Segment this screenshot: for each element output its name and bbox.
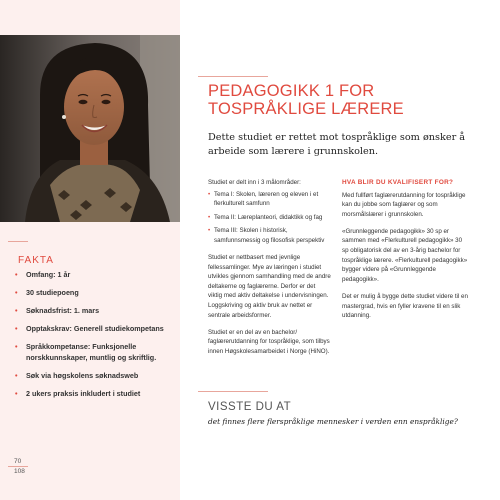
bullet-icon: • — [15, 342, 18, 351]
body-column-right — [342, 178, 470, 328]
qualification-heading: HVA BLIR DU KVALIFISERT FOR? — [342, 179, 454, 186]
fakta-item: • Opptakskrav: Generell studiekompetans — [15, 324, 164, 333]
bullet-icon: • — [15, 371, 18, 380]
theme-item: • Tema III: Skolen i historisk, samfunnsmessig og filosofisk perspektiv — [208, 227, 325, 244]
bullet-icon: • — [15, 306, 18, 315]
body-paragraph: «Grunnleggende pedagogikk» 30 sp er sammen med «Flerkulturell pedagogikk» 30 sp obligatorisk del av en 3-årig bachelor for tospråklige lærere. «Flerkulturell pedagogikk» bygger videre på «Grunnleggende pedagogikk». — [342, 227, 468, 283]
bullet-icon: • — [208, 213, 211, 221]
body-paragraph: Studiet er en del av en bachelor/ faglærerutdanning for tospråklige, som tilbys innen Høgskolesamarbeidet i Norge (HiNO). — [208, 328, 330, 355]
visste-heading: VISSTE DU AT — [208, 401, 292, 413]
fakta-item: • 30 studiepoeng — [15, 288, 79, 297]
sidebar — [0, 0, 180, 500]
themes-intro: Studiet er delt inn i 3 målområder: — [208, 179, 301, 186]
bullet-icon: • — [15, 389, 18, 398]
student-photo — [0, 35, 180, 222]
body-paragraph: Det er mulig å bygge dette studiet videre til en mastergrad, hvis en fyller kravene til en slik utdanning. — [342, 292, 468, 320]
themes-list — [208, 190, 331, 246]
portrait-illustration — [0, 35, 180, 222]
page-number-secondary: 108 — [14, 468, 25, 475]
fakta-item: • Søknadsfrist: 1. mars — [15, 306, 100, 315]
bullet-icon: • — [208, 227, 211, 235]
title-divider — [198, 76, 268, 77]
bullet-icon: • — [15, 270, 18, 279]
lead-paragraph: Dette studiet er rettet mot tospråklige som ønsker å arbeide som lærere i grunnskolen. — [208, 132, 466, 157]
page-number: 70 — [14, 458, 22, 465]
bullet-icon: • — [15, 324, 18, 333]
body-column-left — [208, 178, 331, 364]
fakta-item: • Søk via høgskolens søknadsweb — [15, 371, 139, 380]
fakta-item: • Omfang: 1 år — [15, 270, 71, 279]
fakta-divider — [8, 241, 28, 242]
fakta-item: • 2 ukers praksis inkludert i studiet — [15, 389, 141, 398]
body-paragraph: Med fullført faglærerutdanning for tospråklige kan du jobbe som faglærer og som morsmålslærer i grunnskolen. — [342, 191, 466, 218]
visste-divider — [198, 391, 268, 392]
fakta-item: • Språkkompetanse: Funksjonelle norskkunnskaper, muntlig og skriftlig. — [15, 342, 157, 362]
visste-fact: det finnes flere flerspråklige mennesker i verden enn enspråklige? — [208, 417, 458, 426]
bullet-icon: • — [208, 190, 211, 198]
bullet-icon: • — [15, 288, 18, 297]
theme-item: • Tema I: Skolen, læreren og eleven i et flerkulturelt samfunn — [208, 190, 319, 208]
page-title: PEDAGOGIKK 1 FOR TOSPRÅKLIGE LÆRERE — [208, 82, 404, 118]
page-number-divider — [8, 466, 28, 467]
fakta-list — [14, 269, 180, 406]
fakta-heading: FAKTA — [18, 255, 54, 266]
theme-item: • Tema II: Læreplanteori, didaktikk og fag — [208, 213, 323, 221]
body-paragraph: Studiet er nettbasert med jevnlige fellessamlinger. Mye av læringen i studiet utvikles gjennom samhandling med de andre deltakerne og faglærerne. Derfor er det viktig med aktiv deltakelse i undervisningen. Loggskriving og aktiv bruk av nettet er sentrale arbeidsformer. — [208, 254, 331, 319]
